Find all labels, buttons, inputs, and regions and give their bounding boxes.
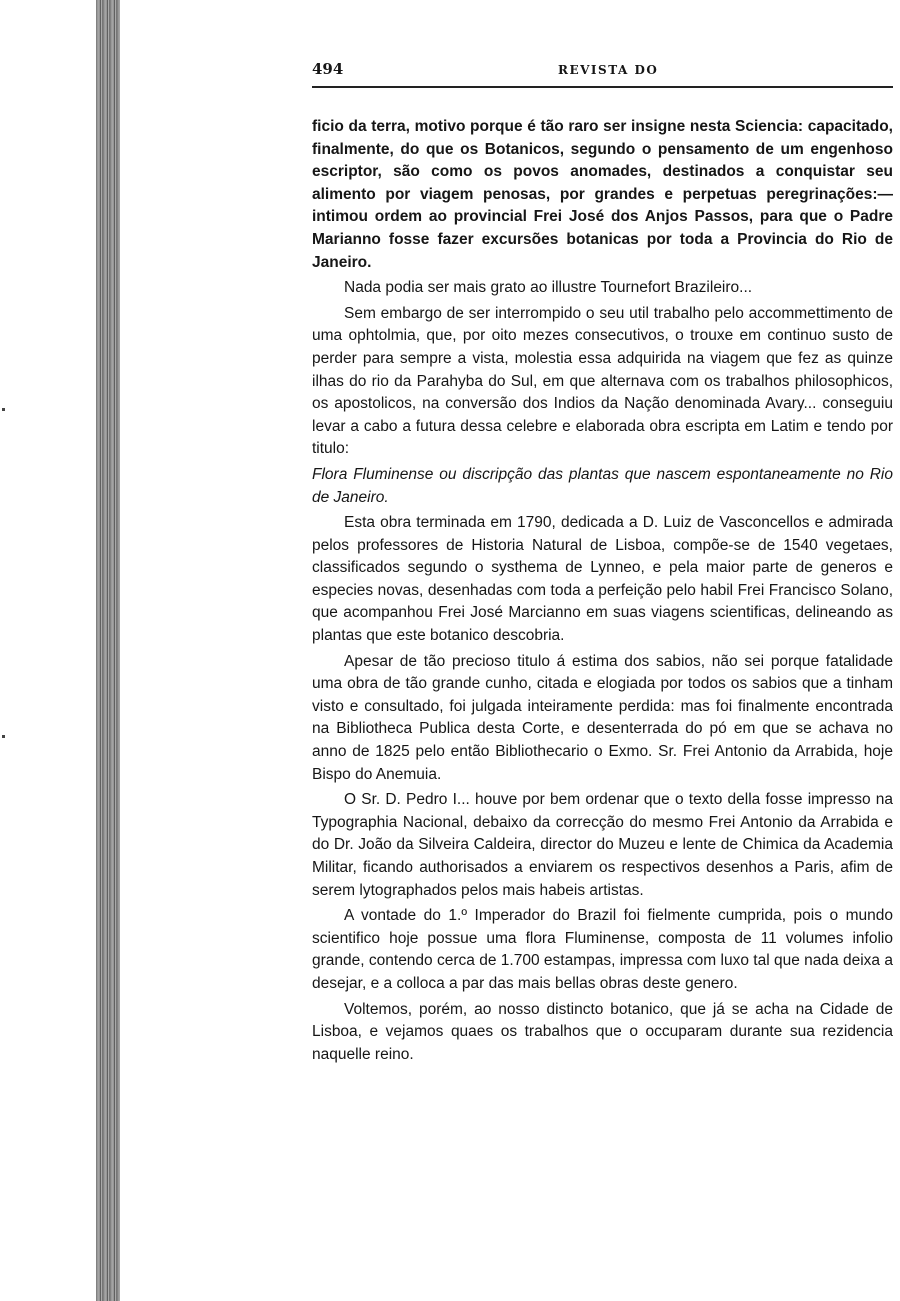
running-head: REVISTA DO xyxy=(558,63,659,77)
page-number: 494 xyxy=(312,60,344,78)
paragraph: Voltemos, porém, ao nosso distincto botanico, que já se acha na Cidade de Lisboa, e vejamos quaes os trabalhos que o occuparam durante sua rezidencia naquelle reino. xyxy=(312,1000,893,1063)
scan-speck xyxy=(2,408,5,411)
paragraph: Sem embargo de ser interrompido o seu util trabalho pelo accommettimento de uma ophtolmia, que, por oito mezes consecutivos, o trouxe em continuo susto de perder para sempre a vista, molestia essa adquirida na viagem que fez as quinze ilhas do rio da Parahyba do Sul, em que alternava com os trabalhos philosophicos, os apostolicos, na conversão dos Indios da Nação denominada Avary... conseguiu levar a cabo a futura dessa celebre e elaborada obra escripta em Latim e tendo por titulo: xyxy=(312,304,893,458)
book-binding-edge xyxy=(96,0,120,1301)
paragraph: ficio da terra, motivo porque é tão raro ser insigne nesta Sciencia: capacitado, finalmente, do que os Botanicos, segundo o pensamento de um engenhoso escriptor, são como os povos anomades, destinados a conquistar seu alimento por viagem penosas, por grandes e perpetuas peregrinações:—intimou ordem ao provincial Frei José dos Anjos Passos, para que o Padre Marianno fosse fazer excursões botanicas por toda a Provincia do Rio de Janeiro. xyxy=(312,118,893,271)
scan-speck xyxy=(2,735,5,738)
page-header xyxy=(312,56,893,86)
body-text xyxy=(312,116,893,1069)
paragraph: Nada podia ser mais grato ao illustre Tournefort Brazileiro... xyxy=(344,279,753,297)
paragraph: A vontade do 1.º Imperador do Brazil foi fielmente cumprida, pois o mundo scientifico hoje possue uma flora Fluminense, composta de 11 volumes infolio grande, contendo cerca de 1.700 estampas, impressa com luxo tal que nada deixa a desejar, e a colloca a par das mais bellas obras deste genero. xyxy=(312,907,893,992)
header-rule xyxy=(312,86,893,88)
book-title: Flora Fluminense ou discripção das plantas que nascem espontaneamente no Rio de Janeiro. xyxy=(312,465,893,506)
paragraph: Esta obra terminada em 1790, dedicada a D. Luiz de Vasconcellos e admirada pelos professores de Historia Natural de Lisboa, compõe-se de 1540 vegetaes, classificados segundo o systhema de Lynneo, e pela maior parte de generos e especies novas, desenhadas com toda a perfeição pelo habil Frei Francisco Solano, que acompanhou Frei José Marcianno em suas viagens scientificas, delineando as plantas que este botanico descobria. xyxy=(312,514,893,645)
paragraph: Apesar de tão precioso titulo á estima dos sabios, não sei porque fatalidade uma obra de tão grande cunho, citada e elogiada por todos os sabios que a tinham visto e consultado, foi julgada inteiramente perdida: mas foi finalmente encontrada na Bibliotheca Publica desta Corte, e desenterrada do pó em que se achava no anno de 1825 pelo então Bibliothecario o Exmo. Sr. Frei Antonio da Arrabida, hoje Bispo do Anemuia. xyxy=(312,652,893,783)
paragraph: O Sr. D. Pedro I... houve por bem ordenar que o texto della fosse impresso na Typographia Nacional, debaixo da correcção do mesmo Frei Antonio da Arrabida e do Dr. João da Silveira Caldeira, director do Muzeu e lente de Chimica da Academia Militar, ficando authorisados a enviarem os respectivos desenhos a Paris, afim de serem lytographados pelos mais habeis artistas. xyxy=(312,791,893,899)
